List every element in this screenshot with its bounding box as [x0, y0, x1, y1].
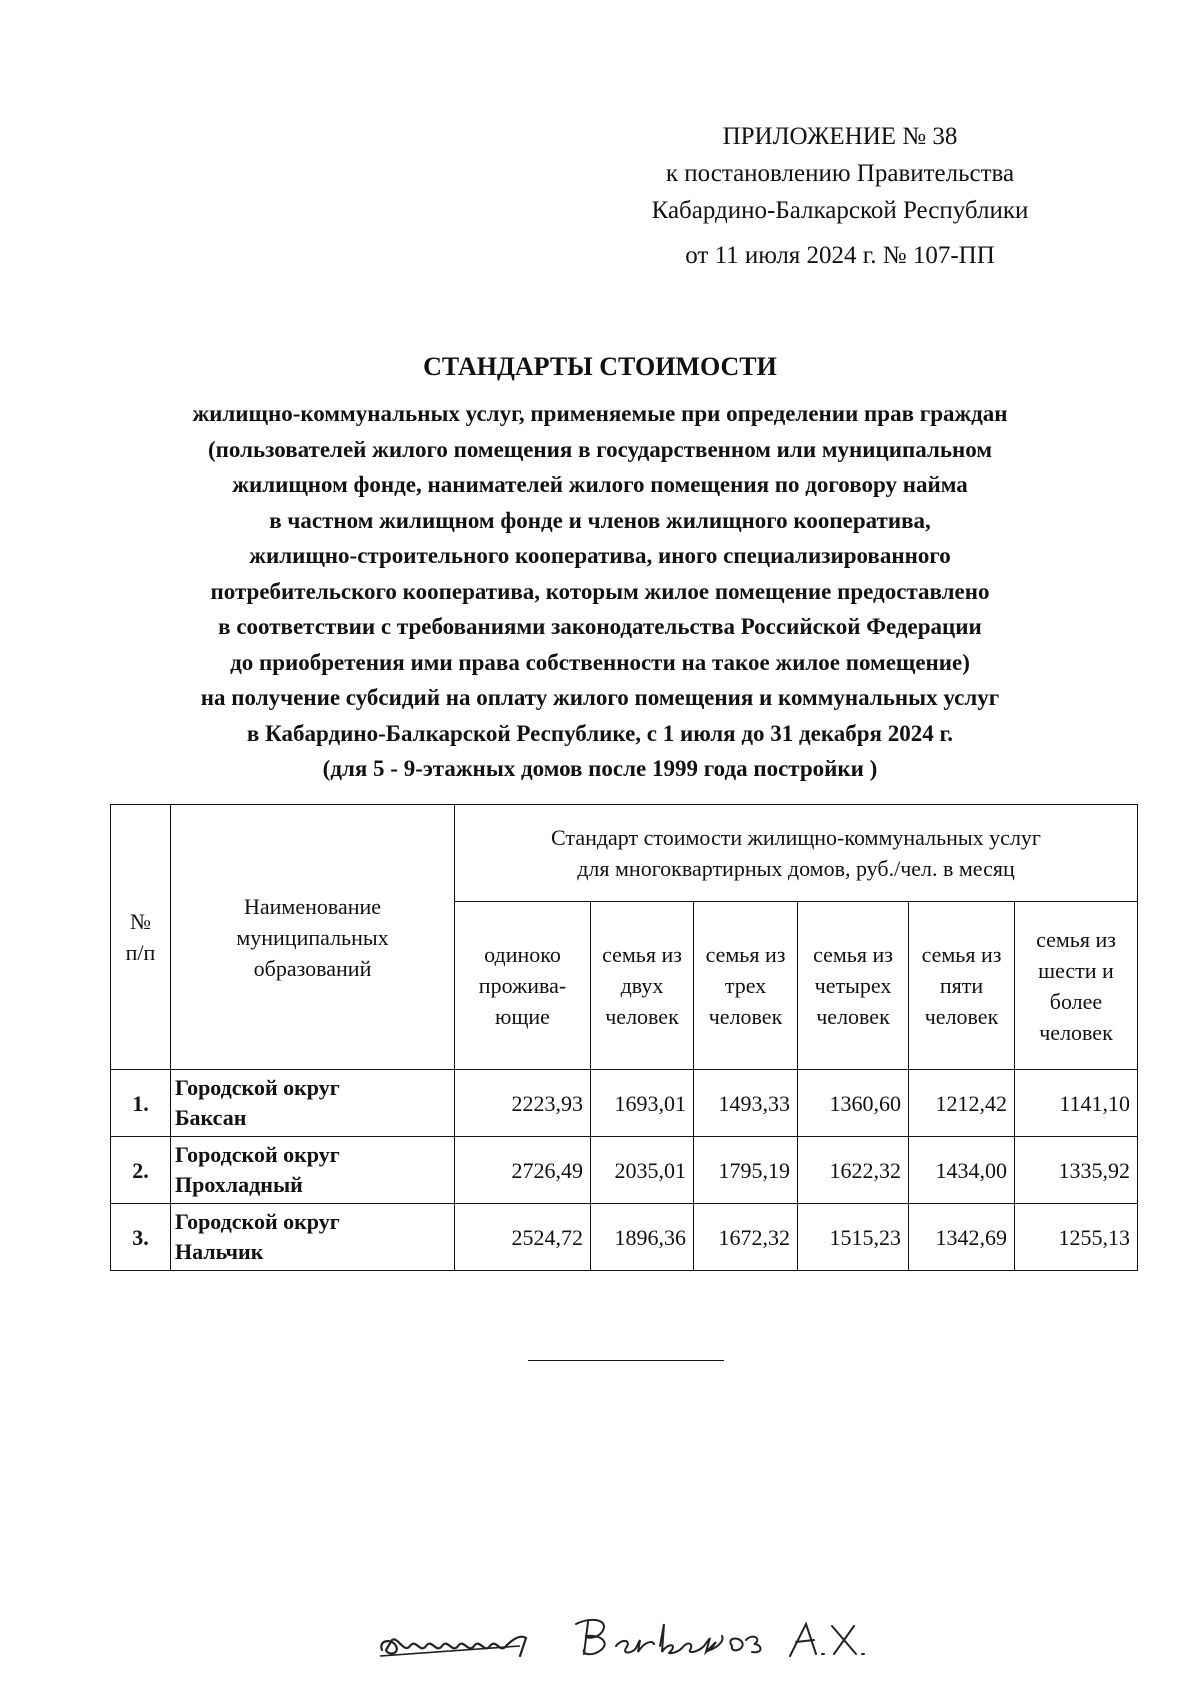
value-cell: 2035,01	[591, 1137, 694, 1204]
header-single	[455, 902, 591, 1070]
subtitle-line: жилищно-коммунальных услуг, применяемые при определении прав граждан	[192, 401, 1008, 426]
header-line: одиноко	[484, 942, 561, 967]
header-line: человек	[924, 1004, 999, 1029]
header-line: человек	[708, 1004, 783, 1029]
value-cell: 1515,23	[798, 1204, 909, 1271]
header-line: четырех	[814, 973, 892, 998]
table-row	[111, 1204, 1138, 1271]
header-family-5	[909, 902, 1015, 1070]
value-cell: 1212,42	[909, 1070, 1015, 1137]
value-cell: 1434,00	[909, 1137, 1015, 1204]
value-cell: 1342,69	[909, 1204, 1015, 1271]
header-line: человек	[816, 1004, 890, 1029]
header-line: семья из	[921, 942, 1002, 967]
row-number: 3.	[111, 1204, 171, 1271]
municipality-name	[171, 1204, 455, 1271]
value-cell: 1360,60	[798, 1070, 909, 1137]
header-line: ющие	[495, 1004, 550, 1029]
document-subtitle	[60, 396, 1140, 787]
subtitle-line: потребительского кооператива, которым жилое помещение предоставлено	[210, 578, 990, 604]
municipality-name-line: Городской округ	[175, 1075, 340, 1100]
header-line: более	[1049, 988, 1103, 1014]
municipality-name-line: Городской округ	[175, 1142, 340, 1167]
municipality-name-line: Баксан	[175, 1105, 247, 1130]
header-line: двух	[620, 973, 664, 998]
header-line: человек	[605, 1004, 679, 1029]
header-line: трех	[724, 973, 767, 998]
value-cell: 1622,32	[798, 1137, 909, 1204]
header-line: пяти	[939, 973, 984, 998]
value-cell: 1255,13	[1015, 1204, 1138, 1271]
subtitle-line: в Кабардино-Балкарской Республике, с 1 июля до 31 декабря 2024 г.	[246, 720, 954, 746]
end-divider	[528, 1360, 724, 1361]
header-municipality-line: Наименование	[243, 893, 382, 919]
subtitle-line: жилищном фонде, нанимателей жилого помещения по договору найма	[232, 472, 968, 497]
value-cell: 2726,49	[455, 1137, 591, 1204]
cost-standards-table	[110, 804, 1138, 1271]
subtitle-line: в соответствии с требованиями законодательства Российской Федерации	[218, 614, 982, 639]
header-number-line: №	[130, 909, 151, 934]
table-row	[111, 1137, 1138, 1204]
municipality-name	[171, 1137, 455, 1204]
subtitle-line: (для 5 - 9-этажных домов после 1999 года постройки )	[322, 756, 878, 781]
header-line: семья из	[813, 942, 893, 967]
header-cost-standard-line: Стандарт стоимости жилищно-коммунальных услуг	[551, 825, 1041, 850]
header-cost-standard	[455, 805, 1138, 902]
municipality-name	[171, 1070, 455, 1137]
subtitle-line: (пользователей жилого помещения в государственном или муниципальном	[208, 436, 992, 462]
subtitle-line: жилищно-строительного кооператива, иного специализированного	[249, 543, 951, 568]
header-family-2	[591, 902, 694, 1070]
subtitle-line: в частном жилищном фонде и членов жилищного кооператива,	[269, 507, 931, 533]
value-cell: 1493,33	[694, 1070, 798, 1137]
value-cell: 1335,92	[1015, 1137, 1138, 1204]
header-municipality	[171, 805, 455, 1070]
table-row	[111, 1070, 1138, 1137]
subtitle-line: до приобретения ими права собственности на такое жилое помещение)	[230, 649, 970, 675]
header-line: шести и	[1038, 957, 1114, 983]
municipality-name-line: Нальчик	[175, 1239, 264, 1264]
decree-date: от 11 июля 2024 г. № 107-ПП	[685, 242, 995, 269]
header-line: прожива-	[478, 973, 567, 998]
header-family-6plus	[1015, 902, 1138, 1070]
header-line: семья из	[1036, 926, 1116, 952]
header-municipality-line: муниципальных	[236, 924, 389, 950]
value-cell: 1693,01	[591, 1070, 694, 1137]
row-number: 1.	[111, 1070, 171, 1137]
appendix-number: ПРИЛОЖЕНИЕ № 38	[722, 123, 958, 150]
header-number	[111, 805, 171, 1070]
document-title: СТАНДАРТЫ СТОИМОСТИ	[423, 352, 777, 381]
value-cell: 2524,72	[455, 1204, 591, 1271]
municipality-name-line: Прохладный	[175, 1172, 303, 1197]
value-cell: 2223,93	[455, 1070, 591, 1137]
header-cost-standard-line: для многоквартирных домов, руб./чел. в месяц	[577, 856, 1015, 881]
header-family-3	[694, 902, 798, 1070]
header-line: семья из	[705, 942, 786, 967]
handwritten-signature	[370, 1610, 890, 1670]
appendix-line-1: к постановлению Правительства	[665, 160, 1015, 187]
header-line: человек	[1039, 1019, 1113, 1045]
header-number-line: п/п	[125, 940, 156, 965]
appendix-line-2: Кабардино-Балкарской Республики	[651, 197, 1029, 224]
appendix-block	[630, 118, 1050, 274]
header-family-4	[798, 902, 909, 1070]
value-cell: 1896,36	[591, 1204, 694, 1271]
header-line: семья из	[602, 942, 682, 967]
header-municipality-line: образований	[253, 955, 372, 981]
value-cell: 1141,10	[1015, 1070, 1138, 1137]
subtitle-line: на получение субсидий на оплату жилого помещения и коммунальных услуг	[200, 685, 1000, 710]
value-cell: 1672,32	[694, 1204, 798, 1271]
value-cell: 1795,19	[694, 1137, 798, 1204]
row-number: 2.	[111, 1137, 171, 1204]
municipality-name-line: Городской округ	[175, 1209, 340, 1234]
